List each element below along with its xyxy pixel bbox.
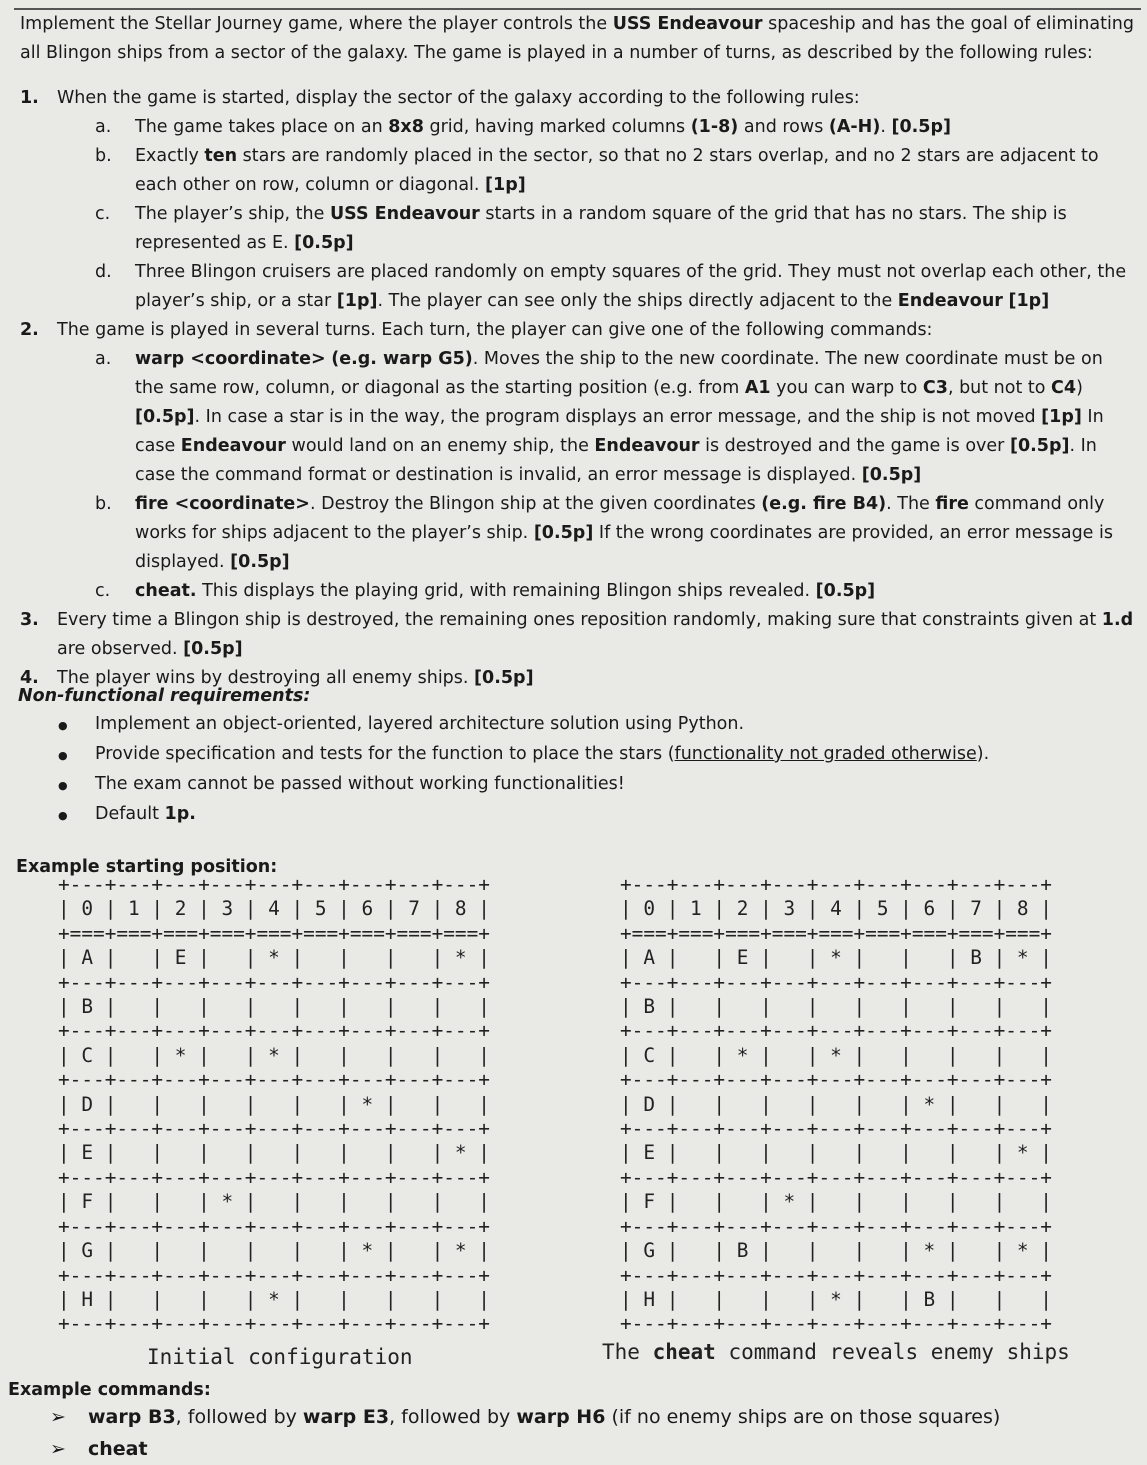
rule-1b — [95, 142, 1140, 200]
points: [0.5p] — [135, 407, 195, 427]
t: stars are randomly placed in the sector, so that no 2 stars overlap, and no 2 stars are adjacent to each other on row, column or diagonal. — [135, 146, 1099, 195]
t: . Moves the ship to the new coordinate. The new coordinate must be on the same row, column, or diagonal as the starting position (e.g. from — [135, 349, 1103, 398]
b: Endeavour — [180, 436, 286, 456]
b: C4 — [1051, 378, 1077, 398]
intro-text-2: spaceship and has the goal of eliminating all Blingon ships from a sector of the galaxy. The game is played in a number of turns, as described by the following rules: — [20, 14, 1135, 63]
t: , followed by — [389, 1406, 517, 1428]
rule-1a-letter: a. — [95, 117, 112, 137]
rule-number — [0, 606, 57, 664]
rule-2b-text — [135, 490, 1140, 577]
t: grid, having marked columns — [423, 117, 691, 137]
b: fire — [935, 494, 969, 514]
points: [1p] — [1041, 407, 1082, 427]
rule-2-text: The game is played in several turns. Each turn, the player can give one of the following commands: — [57, 320, 933, 340]
rule-1a-text — [135, 113, 1140, 142]
nonfunctional-title: Non-functional requirements: — [18, 686, 311, 706]
t: Every time a Blingon ship is destroyed, the remaining ones reposition randomly, making sure that constraints given at — [57, 610, 1102, 630]
rule-1-text: When the game is started, display the sector of the galaxy according to the following rules: — [57, 88, 860, 108]
t: and rows — [738, 117, 829, 137]
rule-1a — [95, 113, 1140, 142]
b: cheat. — [135, 581, 197, 601]
points: [0.5p] — [861, 465, 922, 485]
t: would land on an enemy ship, the — [285, 436, 595, 456]
cheat-grid: +---+---+---+---+---+---+---+---+---+ | 0 | 1 | 2 | 3 | 4 | 5 | 6 | 7 | 8 | +===+===+===+===+===+===+===+===+===+ | A | | E | | * | | | B | * | +---+---+---+---+---+---+---+---+---+ | B | | | | | | | | | +---+---+---+---+---+---+---+---+---+ | C | | * | | * | | | | | +---+---+---+---+---+---+---+---+---+ | D | | | | | | * | | | +---+---+---+---+---+---+---+---+---+ | E | | | | | | | | * | +---+---+---+---+---+---+---+---+---+ | F | | | * | | | | | | +---+---+---+---+---+---+---+---+---+ | G | | B | | | | * | | * | +---+---+---+---+---+---+---+---+---+ | H | | | | * | | B | | | +---+---+---+---+---+---+---+---+---+ — [620, 873, 1052, 1336]
bullet-text: Implement an object-oriented, layered architecture solution using Python. — [95, 714, 745, 734]
b: Endeavour — [594, 436, 700, 456]
commands-list — [50, 1401, 1000, 1465]
b: 1p. — [164, 804, 196, 824]
rule-3-number: 3. — [20, 610, 39, 630]
b: (e.g. warp G5) — [331, 349, 473, 369]
b: USS Endeavour — [329, 204, 480, 224]
b: (A-H) — [828, 117, 881, 137]
rule-2b — [95, 490, 1140, 577]
rule-1d-letter: d. — [95, 262, 112, 282]
bullet-text — [95, 800, 196, 830]
rule-3-text — [57, 606, 1140, 664]
t: . Destroy the Blingon ship at the given coordinates — [309, 494, 762, 514]
t: The — [602, 1340, 653, 1364]
b: Endeavour — [897, 291, 1003, 311]
arrow-icon: ➢ — [50, 1438, 66, 1460]
underlined-text: functionality not graded otherwise — [674, 744, 977, 764]
points: [1p] — [485, 175, 526, 195]
points: [0.5p] — [815, 581, 876, 601]
t: This displays the playing grid, with remaining Blingon ships revealed. — [196, 581, 816, 601]
points: [0.5p] — [891, 117, 951, 137]
t: . The player can see only the ships directly adjacent to the — [377, 291, 898, 311]
points: [0.5p] — [294, 233, 354, 253]
b: (e.g. fire B4) — [761, 494, 887, 514]
rule-1d — [95, 258, 1140, 316]
t: Three Blingon cruisers are placed randomly on empty squares of the grid. They must not overlap each other, the player’s ship, or a star — [135, 262, 1127, 311]
bullet-item — [58, 710, 989, 740]
t: command only works for ships adjacent to the player’s ship. — [135, 494, 1105, 543]
t: . — [880, 117, 892, 137]
bullet-item — [58, 800, 989, 830]
b: (1-8) — [690, 117, 739, 137]
b: cheat — [652, 1340, 716, 1364]
rule-2a — [95, 345, 1140, 490]
t: Provide specification and tests for the function to place the stars ( — [95, 744, 675, 764]
t: ) — [1076, 378, 1083, 398]
t: The game takes place on an — [135, 117, 389, 137]
b: ten — [204, 146, 238, 166]
b: warp H6 — [516, 1406, 606, 1428]
command-item — [50, 1401, 1000, 1433]
b: C3 — [922, 378, 948, 398]
b: warp E3 — [302, 1406, 390, 1428]
initial-grid-caption: Initial configuration — [147, 1345, 413, 1369]
rule-1c-text — [135, 200, 1140, 258]
bullet-icon — [58, 740, 95, 770]
points: [1p] — [1008, 291, 1050, 311]
initial-grid: +---+---+---+---+---+---+---+---+---+ | 0 | 1 | 2 | 3 | 4 | 5 | 6 | 7 | 8 | +===+===+===+===+===+===+===+===+===+ | A | | E | | * | | | | * | +---+---+---+---+---+---+---+---+---+ | B | | | | | | | | | +---+---+---+---+---+---+---+---+---+ | C | | * | | * | | | | | +---+---+---+---+---+---+---+---+---+ | D | | | | | | * | | | +---+---+---+---+---+---+---+---+---+ | E | | | | | | | | * | +---+---+---+---+---+---+---+---+---+ | F | | | * | | | | | | +---+---+---+---+---+---+---+---+---+ | G | | | | | | * | | * | +---+---+---+---+---+---+---+---+---+ | H | | | | * | | | | | +---+---+---+---+---+---+---+---+---+ — [58, 873, 490, 1336]
points: [0.5p] — [533, 523, 594, 543]
rule-2c-letter: c. — [95, 581, 111, 601]
points: [0.5p] — [474, 668, 534, 688]
command-text: cheat — [88, 1438, 148, 1460]
bullet-text — [95, 740, 989, 770]
t: command reveals enemy ships — [715, 1340, 1070, 1364]
t: , followed by — [175, 1406, 303, 1428]
rule-2 — [0, 316, 1140, 345]
bullet-text: The exam cannot be passed without working functionalities! — [95, 774, 625, 794]
t: you can warp to — [770, 378, 923, 398]
t: The player’s ship, the — [135, 204, 330, 224]
rule-2c-text — [135, 577, 1140, 606]
t: ). — [976, 744, 990, 764]
bullet-item — [58, 740, 989, 770]
intro-paragraph — [20, 10, 1135, 68]
rule-2a-letter: a. — [95, 349, 112, 369]
points: [1p] — [336, 291, 378, 311]
rule-1b-text — [135, 142, 1140, 200]
nonfunctional-list — [58, 710, 989, 830]
t: In case — [135, 407, 1104, 456]
rule-2c — [95, 577, 1140, 606]
rule-2a-text — [135, 345, 1140, 490]
bullet-item — [58, 770, 989, 800]
b: warp <coordinate> — [135, 349, 326, 369]
t: Exactly — [135, 146, 205, 166]
b: 8x8 — [388, 117, 424, 137]
rule-3 — [0, 606, 1140, 664]
commands-title: Example commands: — [8, 1380, 211, 1400]
t: The player wins by destroying all enemy ships. — [57, 668, 475, 688]
bullet-icon — [58, 710, 95, 740]
rule-1 — [0, 84, 1140, 113]
rule-1c-letter: c. — [95, 204, 111, 224]
rule-1d-text — [135, 258, 1140, 316]
points: [0.5p] — [183, 639, 243, 659]
example-title: Example starting position: — [16, 857, 278, 877]
b: warp B3 — [88, 1406, 176, 1428]
intro-ship-name: USS Endeavour — [612, 14, 763, 34]
b: A1 — [744, 378, 771, 398]
t: . In case the command format or destination is invalid, an error message is displayed. — [135, 436, 1097, 485]
bullet-icon — [58, 800, 95, 830]
t: If the wrong coordinates are provided, an error message is displayed. — [135, 523, 1113, 572]
t: (if no enemy ships are on those squares) — [605, 1406, 1001, 1428]
rule-2-number: 2. — [20, 320, 39, 340]
rule-4-number: 4. — [20, 668, 39, 688]
rule-1-number: 1. — [20, 88, 39, 108]
rule-1b-letter: b. — [95, 146, 112, 166]
t: . In case a star is in the way, the program displays an error message, and the ship is not moved — [194, 407, 1042, 427]
arrow-icon: ➢ — [50, 1406, 66, 1428]
rule-2b-letter: b. — [95, 494, 112, 514]
t: starts in a random square of the grid that has no stars. The ship is represented as E. — [135, 204, 1067, 253]
rule-1c — [95, 200, 1140, 258]
command-text — [88, 1401, 1000, 1433]
points: [0.5p] — [1009, 436, 1070, 456]
b: fire <coordinate> — [135, 494, 310, 514]
b: 1.d — [1101, 610, 1134, 630]
bullet-icon — [58, 770, 95, 800]
intro-text: Implement the Stellar Journey game, where the player controls the — [20, 14, 613, 34]
t: . The — [886, 494, 936, 514]
points: [0.5p] — [230, 552, 290, 572]
rule-number — [0, 84, 57, 113]
t: , but not to — [947, 378, 1052, 398]
cheat-grid-caption — [602, 1338, 1070, 1367]
t: Default — [95, 804, 165, 824]
t: is destroyed and the game is over — [699, 436, 1010, 456]
t: are observed. — [57, 639, 184, 659]
rules-list — [0, 84, 1140, 693]
command-item — [50, 1433, 1000, 1465]
rule-number — [0, 316, 57, 345]
